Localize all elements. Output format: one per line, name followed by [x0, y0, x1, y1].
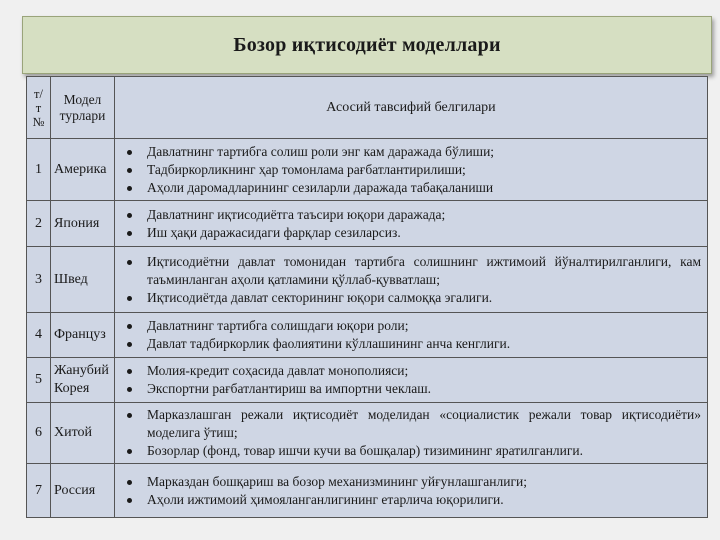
table-header-row [27, 77, 708, 139]
features-list [115, 203, 707, 245]
header-num-line: № [32, 114, 45, 129]
features-cell [115, 201, 708, 247]
features-list [115, 470, 707, 512]
table-row [27, 313, 708, 358]
model-name: Хитой [51, 403, 115, 464]
header-num-line: т [35, 100, 42, 115]
row-number: 4 [27, 313, 51, 358]
title-box [22, 16, 712, 74]
header-model-line: Модел [63, 91, 102, 107]
header-num [27, 77, 51, 139]
feature-item: Давлатнинг иқтисодиётга таъсири юқори даражада; [117, 206, 701, 224]
feature-item: Аҳоли даромадларининг сезиларли даражада табақаланиши [117, 179, 701, 197]
model-name: Француз [51, 313, 115, 358]
features-list [115, 359, 707, 401]
table-row [27, 139, 708, 201]
row-number: 3 [27, 247, 51, 313]
header-features: Асосий тавсифий белгилари [115, 77, 708, 139]
model-name: Япония [51, 201, 115, 247]
features-cell [115, 139, 708, 201]
row-number: 6 [27, 403, 51, 464]
row-number: 1 [27, 139, 51, 201]
model-name: Швед [51, 247, 115, 313]
feature-item: Давлатнинг тартибга солиш роли энг кам даражада бўлиши; [117, 143, 701, 161]
header-model [51, 77, 115, 139]
features-list [115, 140, 707, 200]
features-list [115, 250, 707, 310]
table-row [27, 403, 708, 464]
feature-item: Экспортни рағбатлантириш ва импортни чеклаш. [117, 380, 701, 398]
features-cell [115, 247, 708, 313]
features-cell [115, 464, 708, 518]
feature-item: Давлат тадбиркорлик фаолиятини кўллашининг анча кенглиги. [117, 335, 701, 353]
table-row [27, 201, 708, 247]
feature-item: Иқтисодиётни давлат томонидан тартибга солишнинг ижтимоий йўналтирилганлиги, кам таъминланган аҳоли қатламини қўллаб-қувватлаш; [117, 253, 701, 289]
model-name: Жанубий Корея [51, 358, 115, 403]
row-number: 2 [27, 201, 51, 247]
page-title: Бозор иқтисодиёт моделлари [233, 33, 501, 56]
feature-item: Аҳоли ижтимоий ҳимояланганлигининг етарлича юқорилиги. [117, 491, 701, 509]
model-name: Америка [51, 139, 115, 201]
feature-item: Марказлашган режали иқтисодиёт моделидан «социалистик режали товар иқтисодиёти» моделига ўтиш; [117, 406, 701, 442]
table-row [27, 247, 708, 313]
feature-item: Молия-кредит соҳасида давлат монополияси; [117, 362, 701, 380]
header-model-line: турлари [59, 107, 106, 123]
model-name: Россия [51, 464, 115, 518]
features-list [115, 314, 707, 356]
feature-item: Тадбиркорликнинг ҳар томонлама рағбатлантирилиши; [117, 161, 701, 179]
row-number: 7 [27, 464, 51, 518]
feature-item: Давлатнинг тартибга солишдаги юқори роли; [117, 317, 701, 335]
feature-item: Иқтисодиётда давлат секторининг юқори салмоққа эгалиги. [117, 289, 701, 307]
row-number: 5 [27, 358, 51, 403]
table-row [27, 358, 708, 403]
feature-item: Бозорлар (фонд, товар ишчи кучи ва бошқалар) тизимининг яратилганлиги. [117, 442, 701, 460]
header-num-line: т/ [34, 86, 43, 101]
features-list [115, 403, 707, 463]
features-cell [115, 358, 708, 403]
table-row [27, 464, 708, 518]
feature-item: Марказдан бошқариш ва бозор механизмининг уйғунлашганлиги; [117, 473, 701, 491]
features-cell [115, 403, 708, 464]
models-table [26, 76, 708, 518]
features-cell [115, 313, 708, 358]
feature-item: Иш ҳақи даражасидаги фарқлар сезиларсиз. [117, 224, 701, 242]
